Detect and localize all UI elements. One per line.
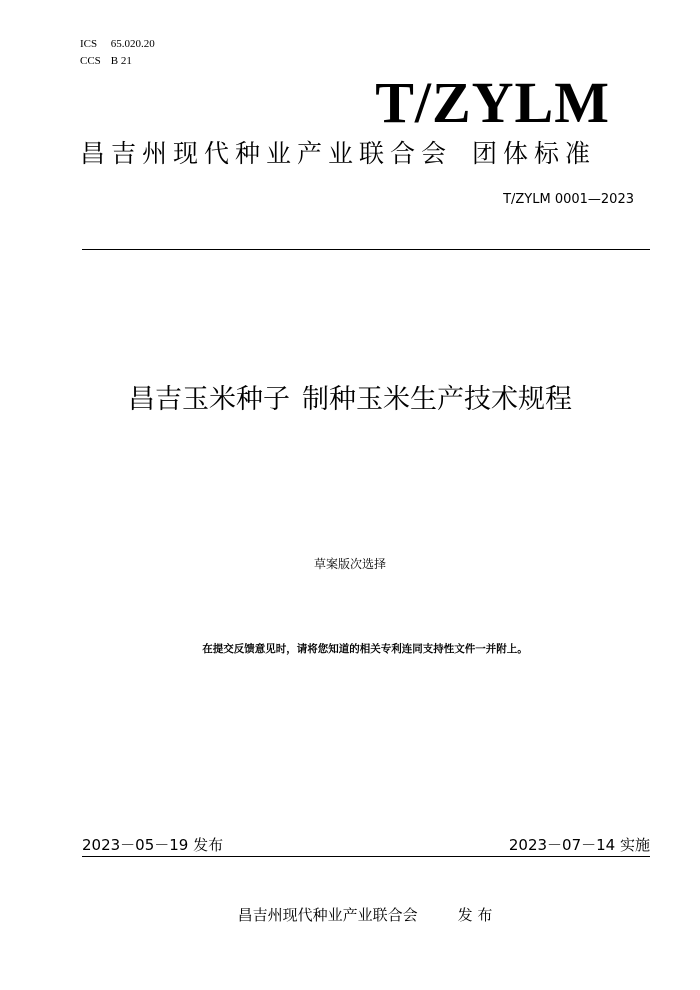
ics-label: ICS	[80, 38, 98, 50]
publisher-name: 昌吉州现代种业产业联合会	[237, 906, 418, 924]
ccs-label: CCS	[80, 55, 101, 67]
standard-number: T/ZYLM 0001—2023	[503, 192, 634, 207]
footer-divider	[82, 856, 650, 857]
draft-version: 草案版次选择	[313, 557, 386, 571]
title-part-2: 制种玉米生产技术规程	[302, 384, 572, 415]
standard-type: 团体标准	[472, 139, 597, 168]
release-date: 2023－05－19 发布	[82, 836, 224, 854]
publisher-line	[0, 905, 700, 925]
organization-name: 昌吉州现代种业产业联合会	[80, 139, 453, 168]
ics-code-line	[80, 36, 155, 53]
ccs-code-line	[80, 53, 155, 70]
ics-code: 65.020.20	[110, 38, 155, 50]
document-title	[0, 382, 700, 418]
standard-logo: T/ZYLM	[375, 70, 610, 135]
implementation-date: 2023－07－14 实施	[508, 836, 650, 854]
publisher-action: 发 布	[457, 906, 493, 924]
header-divider	[82, 249, 650, 250]
ccs-code: B 21	[110, 55, 132, 67]
organization-standard-line	[80, 138, 650, 170]
patent-notice: 在提交反馈意见时，请将您知道的相关专利连同支持性文件一并附上。	[202, 643, 528, 655]
classification-codes	[80, 36, 155, 70]
title-part-1: 昌吉玉米种子	[128, 384, 290, 415]
